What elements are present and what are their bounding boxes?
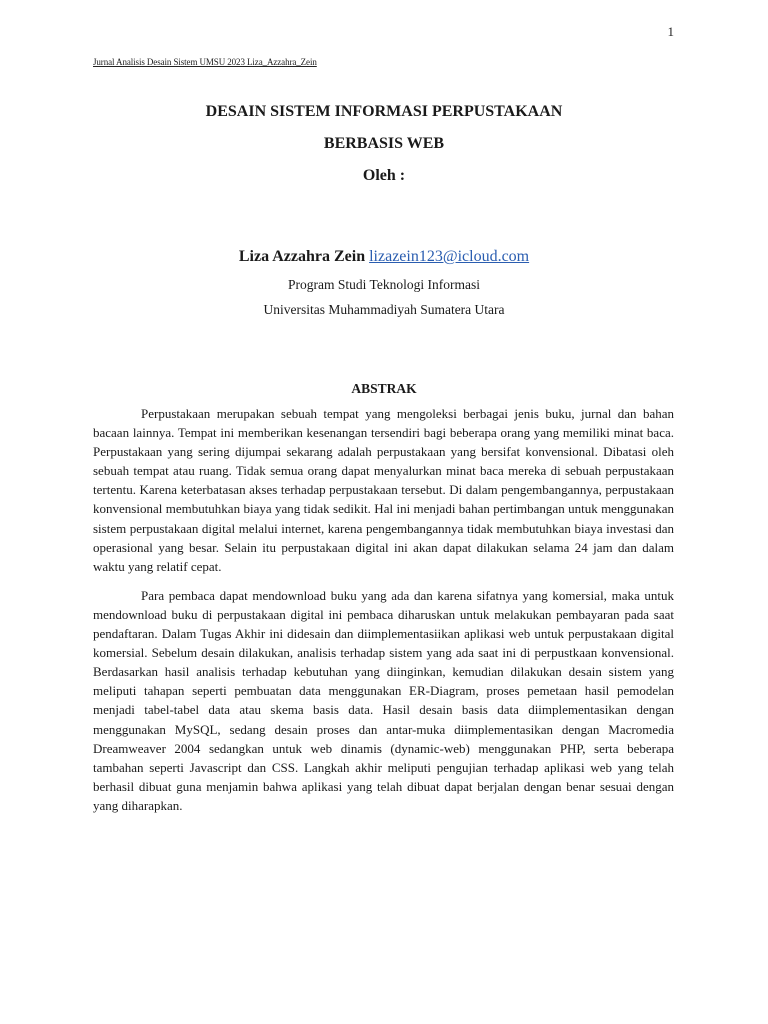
abstract-paragraph-2: Para pembaca dapat mendownload buku yang ada dan karena sifatnya yang komersial, maka untuk mendownload buku di perpustakaan digital ini pembaca diharuskan untuk melakukan pembayaran pada saat pendaftaran. Dalam Tugas Akhir ini didesain dan diimplementasiikan aplikasi web untuk perpustakaan digital komersial. Sebelum desain dilakukan, analisis terhadap sistem yang ada saat ini di perpustkaan konvensional. Berdasarkan hasil analisis terhadap kebutuhan yang diinginkan, kemudian dilakukan desain sistem yang meliputi tahapan seperti pembuatan data menggunakan ER-Diagram, proses pemetaan hasil pemodelan menjadi tabel-tabel data atau skema basis data. Hasil desain basis data diimplementasikan dengan menggunakan MySQL, sedang desain proses dan antar-muka diimplementasikan dengan Macromedia Dreamweaver 2004 sedangkan untuk web dinamis (dynamic-web) menggunakan PHP, serta beberapa tambahan seperti Javascript dan CSS. Langkah akhir meliputi pengujian terhadap aplikasi web yang telah berhasil dibuat guna menjamin bahwa aplikasi yang telah dibuat dapat berjalan dengan benar sesuai dengan yang diharapkan. xyxy=(93,587,674,813)
author-name: Liza Azzahra Zein xyxy=(238,248,366,265)
abstract-body xyxy=(93,404,674,825)
paper-title-line-1: DESAIN SISTEM INFORMASI PERPUSTAKAAN xyxy=(205,103,563,120)
study-program: Program Studi Teknologi Informasi xyxy=(288,277,480,292)
author-block xyxy=(0,245,768,325)
university: Universitas Muhammadiyah Sumatera Utara xyxy=(263,302,505,317)
paper-title-line-2: BERBASIS WEB xyxy=(323,135,445,152)
running-header: Jurnal Analisis Desain Sistem UMSU 2023 Liza_Azzahra_Zein xyxy=(93,57,317,67)
by-label: Oleh : xyxy=(362,167,406,184)
abstract-heading: ABSTRAK xyxy=(351,381,417,396)
page-number: 1 xyxy=(667,24,674,39)
author-email-link[interactable]: lizazein123@icloud.com xyxy=(369,248,530,265)
author-line xyxy=(0,245,768,275)
abstract-paragraph-1: Perpustakaan merupakan sebuah tempat yang mengoleksi berbagai jenis buku, jurnal dan bahan bacaan lainnya. Tempat ini memberikan kesenangan tersendiri bagi beberapa orang yang memiliki minat baca. Perpustakaan yang sering dijumpai sekarang adalah perpustakaan yang bersifat konvensional. Dibatasi oleh sebuah tempat atau ruang. Tidak semua orang dapat menyalurkan minat baca mereka di sebuah perpustakaan tertentu. Karena keterbatasan akses terhadap perpustakaan tersebut. Di dalam pengembangannya, perpustakaan konvensional membutuhkan biaya yang tidak sedikit. Hal ini menjadi bahan pertimbangan untuk menggunakan sistem perpustakaan digital melalui internet, karena pengembangannya tidak membutuhkan biaya investasi dan operasional yang besar. Selain itu perpustakaan digital ini akan dapat dilakukan selama 24 jam dan dalam waktu yang relatif cepat. xyxy=(93,406,674,574)
title-block xyxy=(0,100,768,196)
